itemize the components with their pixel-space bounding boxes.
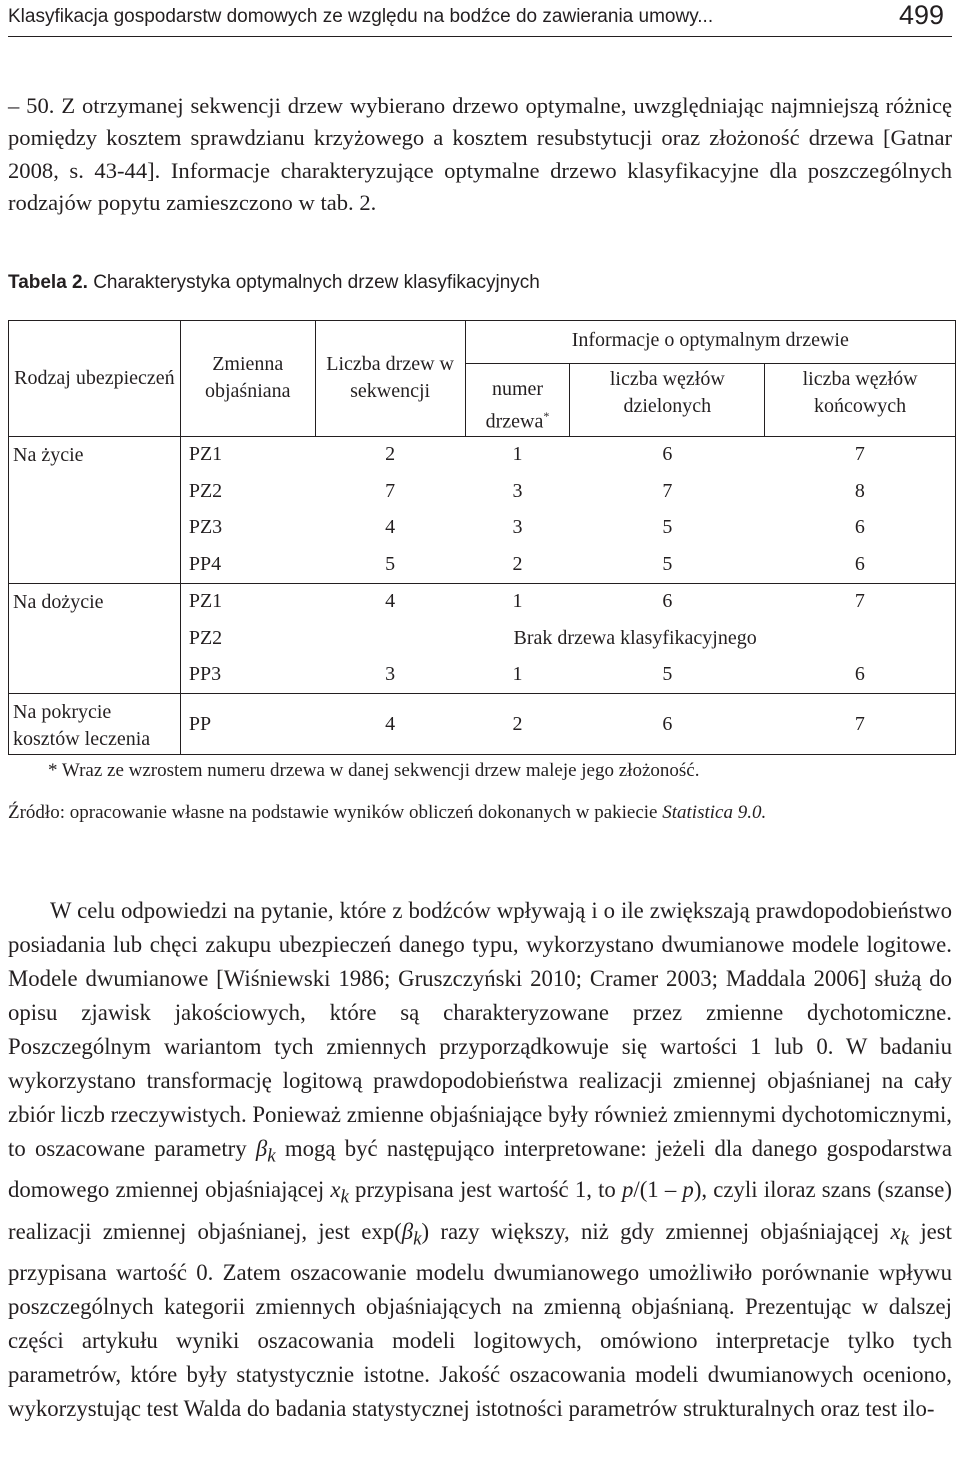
running-header <box>8 0 952 37</box>
trees-table <box>8 320 956 755</box>
tree-count-cell: 7 <box>385 479 396 502</box>
running-title: Klasyfikacja gospodarstw domowych ze względu na bodźce do zawierania umowy... <box>8 6 714 27</box>
variable-cell: PP <box>180 694 315 755</box>
variable-cell: PZ2 <box>188 479 223 502</box>
header-tree-count: Liczba drzew w sekwencji <box>315 321 465 437</box>
terminal-nodes-cell: 6 <box>854 516 865 539</box>
table-row <box>9 436 956 473</box>
table-title <box>8 272 540 294</box>
variable-cell: PP4 <box>188 552 222 575</box>
table-row <box>9 583 956 620</box>
tree-number-cell: 3 <box>512 516 523 539</box>
tree-number-cell: 1 <box>465 436 570 473</box>
tree-number-cell: 2 <box>465 694 570 755</box>
terminal-nodes-cell: 7 <box>765 436 956 473</box>
no-tree-note: Brak drzewa klasyfikacyjnego <box>513 626 757 649</box>
source-software: Statistica 9.0. <box>662 802 767 823</box>
terminal-nodes-cell: 6 <box>854 552 865 575</box>
header-type: Rodzaj ubezpieczeń <box>9 321 181 437</box>
split-nodes-cell: 5 <box>662 552 673 575</box>
tree-number-cell: 2 <box>512 552 523 575</box>
header-terminal-nodes: liczba węzłów końcowych <box>765 364 956 437</box>
header-tree-number: numer drzewa* <box>465 364 570 437</box>
split-nodes-cell: 5 <box>662 663 673 686</box>
table-row <box>9 694 956 755</box>
table-body <box>9 436 956 755</box>
body-paragraph: W celu odpowiedzi na pytanie, które z bodźców wpływają i o ile zwiększają prawdopodobieństwo posiadania lub chęci zakupu ubezpieczeń danego typu, wykorzystano dwumianowe modele logitowe. Modele dwumianowe [Wiśniewski 1986; Gruszczyński 2010; Cramer 2003; Maddala 2006] służą do opisu zjawisk jakościowych, które są charakteryzowane przez zmienne dychotomiczne. Poszczególnym wariantom tych zmiennych przyporządkowuje się wartości 1 lub 0. W badaniu wykorzystano transformację logitową prawdopodobieństwa realizacji zmiennej objaśnianej na cały zbiór liczb rzeczywistych. Ponieważ zmienne objaśniające były również zmiennymi dychotomicznymi, to oszacowane parametry $\beta_k$ mogą być następująco interpretowane: jeżeli dla danego gospodarstwa domowego zmiennej objaśniającej $x_k$ przypisana jest wartość 1, to p/(1 – p), czyli iloraz szans (szanse) realizacji zmiennej objaśnianej, jest $\exp(\beta_k)$ razy większy, niż gdy zmiennej objaśniającej $x_k$ jest przypisana wartość 0. Zatem oszacowanie modelu dwumianowego umożliwiło porównanie wpływu poszczególnych kategorii zmiennych objaśniających na zmienną objaśnianą. Prezentując w dalszej części artykułu wyniki oszacowania modeli logitowych, omówiono interpretacje tylko tych parametrów, które były statystycznie istotne. Jakość oszacowania modeli dwumianowych oceniono, wykorzystując test Walda do badania statystycznej istotności parametrów strukturalnych oraz test ilo- <box>8 897 953 1422</box>
footnote-mark: * <box>543 409 550 423</box>
insurance-type-cell: Na dożycie <box>9 583 181 694</box>
terminal-nodes-cell: 8 <box>854 479 865 502</box>
table-footnote: * Wraz ze wzrostem numeru drzewa w danej sekwencji drzew maleje jego złożoność. <box>48 760 700 781</box>
tree-number-cell: 3 <box>512 479 523 502</box>
insurance-type-cell: Na pokrycie kosztów leczenia <box>9 694 181 755</box>
tree-count-cell: 4 <box>315 694 465 755</box>
tree-count-cell: 5 <box>385 552 396 575</box>
variable-cell: PZ3 <box>188 516 223 539</box>
tree-count-cell: 2 <box>315 436 465 473</box>
split-nodes-cell: 6 <box>570 583 765 620</box>
header-info-group: Informacje o optymalnym drzewie <box>465 321 955 364</box>
split-nodes-cell: 7 <box>662 479 673 502</box>
tree-count-cell: 4 <box>315 583 465 620</box>
intro-paragraph: – 50. Z otrzymanej sekwencji drzew wybierano drzewo optymalne, uwzględniając najmniejszą różnicę pomiędzy kosztem sprawdzianu krzyżowego a kosztem resubstytucji oraz złożoność drzewa [Gatnar 2008, s. 43-44]. Informacje charakteryzujące optymalne drzewo klasyfikacyjne dla poszczególnych rodzajów popytu zamieszczono w tab. 2. <box>8 92 952 216</box>
table-source: Źródło: opracowanie własne na podstawie wyników obliczeń dokonanych w pakiecie Statistica 9.0. <box>8 802 767 823</box>
variable-cell: PZ1 <box>180 436 315 473</box>
terminal-nodes-cell: 7 <box>765 694 956 755</box>
header-split-nodes: liczba węzłów dzielonych <box>570 364 765 437</box>
table-caption: Charakterystyka optymalnych drzew klasyfikacyjnych <box>93 272 540 293</box>
split-nodes-cell: 5 <box>662 516 673 539</box>
split-nodes-cell: 6 <box>570 436 765 473</box>
variable-cell: PZ1 <box>180 583 315 620</box>
terminal-nodes-cell: 6 <box>854 663 865 686</box>
tree-count-cell: 3 <box>385 663 396 686</box>
page-number: 499 <box>898 0 944 30</box>
insurance-type-cell: Na życie <box>9 436 181 583</box>
variable-cell: PP3 <box>188 663 222 686</box>
terminal-nodes-cell: 7 <box>765 583 956 620</box>
variable-cell: PZ2 <box>188 626 223 649</box>
split-nodes-cell: 6 <box>570 694 765 755</box>
tree-count-cell: 4 <box>385 516 396 539</box>
header-variable: Zmienna objaśniana <box>180 321 315 437</box>
table-label: Tabela 2. <box>8 272 88 293</box>
tree-number-cell: 1 <box>512 663 523 686</box>
tree-number-cell: 1 <box>465 583 570 620</box>
